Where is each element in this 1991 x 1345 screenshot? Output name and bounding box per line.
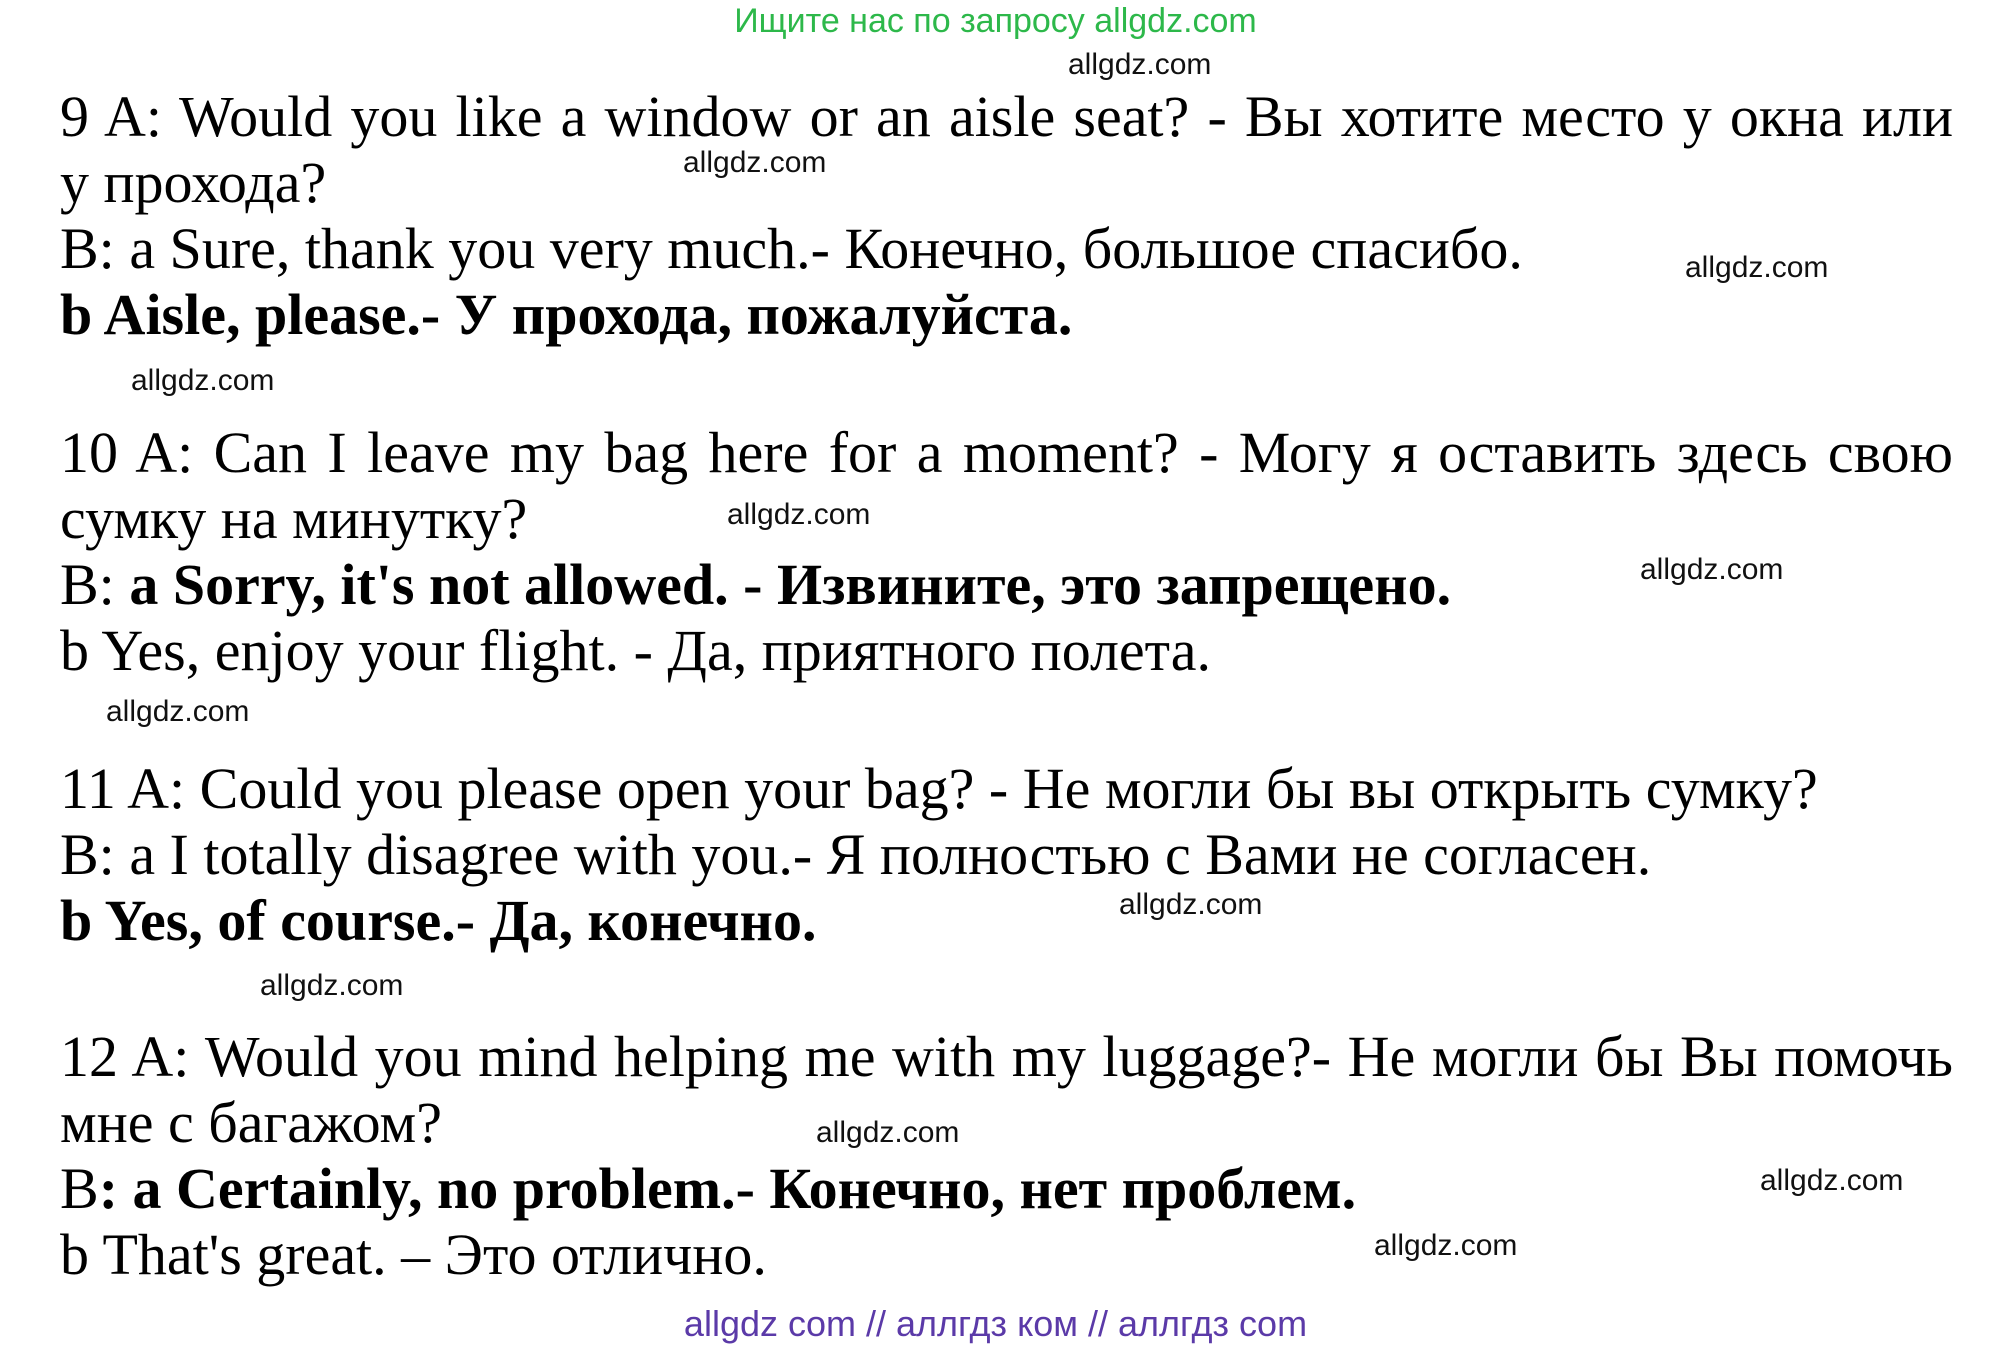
q10-answer-prefix: B:: [60, 552, 130, 617]
search-hint-banner: Ищите нас по запросу allgdz.com: [734, 2, 1257, 40]
watermark: allgdz.com: [683, 146, 827, 179]
watermark: allgdz.com: [816, 1116, 960, 1149]
site-footer: allgdz com // аллгдз ком // аллгдз com: [683, 1303, 1308, 1344]
watermark: allgdz.com: [1119, 888, 1263, 921]
q9-question-line1: 9 A: Would you like a window or an aisle seat? - Вы хотите место у окна или: [60, 84, 1953, 149]
q11-answer-a: [60, 822, 1953, 888]
q12-answer-prefix: B: [60, 1156, 99, 1221]
q9-question-line2: у прохода?: [60, 150, 327, 215]
q10-question-line1: 10 A: Can I leave my bag here for a moment? - Могу я оставить здесь свою: [60, 420, 1953, 485]
watermark: allgdz.com: [106, 695, 250, 728]
watermark: allgdz.com: [1640, 553, 1784, 586]
q12-question-line2: мне с багажом?: [60, 1090, 442, 1155]
q10-question-line2: сумку на минутку?: [60, 486, 528, 551]
watermark: allgdz.com: [131, 364, 275, 397]
watermark: allgdz.com: [1685, 251, 1829, 284]
q10-answer-a-text: a Sorry, it's not allowed. - Извините, это запрещено.: [129, 552, 1452, 617]
watermark: allgdz.com: [1374, 1229, 1518, 1262]
q11-answer-a-text: a I totally disagree with you.- Я полностью с Вами не согласен.: [129, 822, 1652, 887]
q11-answer-b: b Yes, of course.- Да, конечно.: [60, 888, 817, 953]
watermark: allgdz.com: [727, 498, 871, 531]
q12-answer-b: b That's great. – Это отлично.: [60, 1222, 767, 1287]
q11-question-line1: 11 A: Could you please open your bag? - Не могли бы вы открыть сумку?: [60, 756, 1818, 821]
watermark: allgdz.com: [1760, 1164, 1904, 1197]
watermark: allgdz.com: [260, 969, 404, 1002]
q9-answer-a-text: a Sure, thank you very much.- Конечно, большое спасибо.: [129, 216, 1523, 281]
q9-answer-prefix: B:: [60, 216, 130, 281]
q11-answer-prefix: B:: [60, 822, 130, 887]
q9-answer-b: b Aisle, please.- У прохода, пожалуйста.: [60, 282, 1073, 347]
q12-answer-a: [60, 1156, 1953, 1222]
watermark: allgdz.com: [1068, 48, 1212, 81]
q12-question-line1: 12 A: Would you mind helping me with my luggage?- Не могли бы Вы помочь: [60, 1024, 1953, 1089]
q12-answer-a-text: : a Certainly, no problem.- Конечно, нет проблем.: [98, 1156, 1357, 1221]
q10-answer-b: b Yes, enjoy your flight. - Да, приятного полета.: [60, 618, 1211, 683]
q9-answer-a: [60, 216, 1953, 282]
